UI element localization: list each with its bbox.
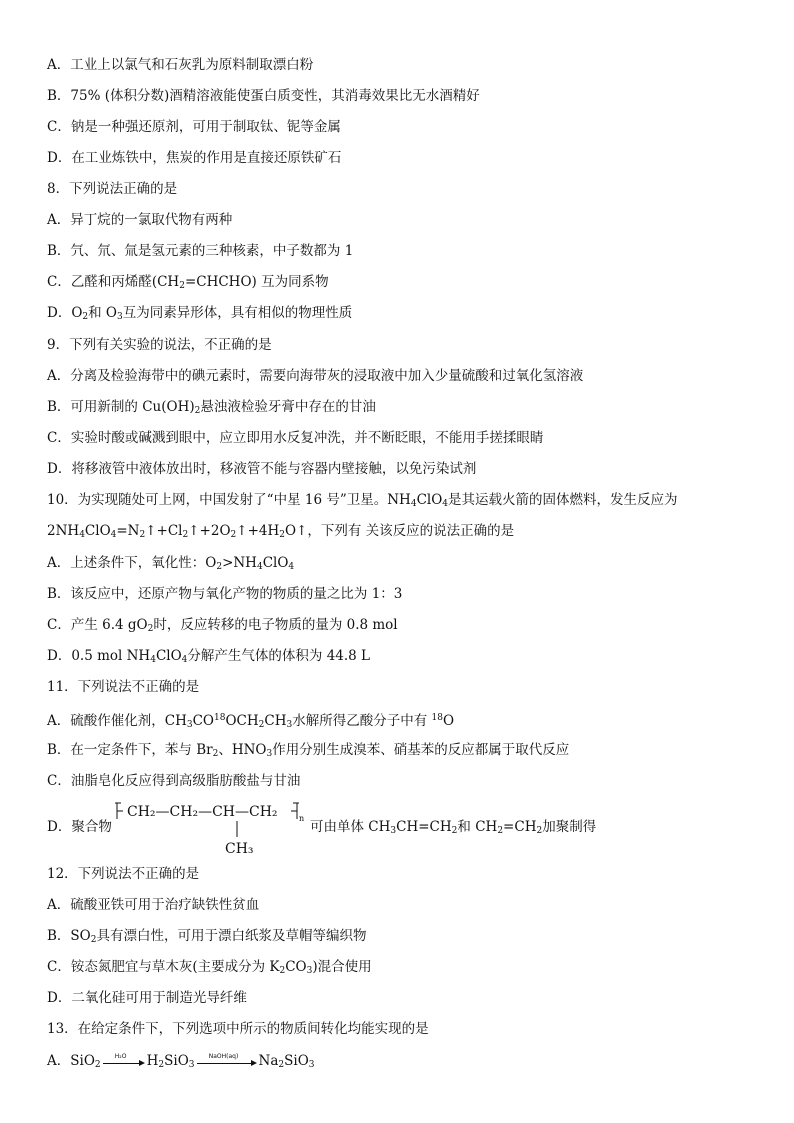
- question-13: 13．在给定条件下，下列选项中所示的物质间转化均能实现的是: [47, 1021, 429, 1037]
- line-31: D．二氧化硅可用于制造光导纤维: [47, 990, 247, 1006]
- polymer-methyl-branch: CH₃: [225, 841, 254, 857]
- line-2: B．75% (体积分数)酒精溶液能使蛋白质变性，其消毒效果比无水酒精好: [47, 88, 480, 104]
- subscript: 2: [158, 1060, 165, 1070]
- line-8: C．乙醛和丙烯醛$(CH_2=CHCHO)$ 互为同系物: [47, 274, 329, 291]
- arrow-label: NaOH(aq): [208, 1052, 239, 1060]
- line-1: A．工业上以氯气和石灰乳为原料制取漂白粉: [47, 57, 314, 73]
- arrow-label: H₂O: [114, 1052, 127, 1060]
- line-28: A．硫酸亚铁可用于治疗缺铁性贫血: [47, 897, 260, 913]
- question-9: 9．下列有关实验的说法，不正确的是: [47, 337, 272, 353]
- question-10: 10．为实现随处可上网，中国发射了“中星 16 号”卫星。$NH_4ClO_4$是其运载火箭的固体燃料，发生反应为: [47, 492, 678, 509]
- line-24: C．油脂皂化反应得到高级脂肪酸盐与甘油: [47, 773, 301, 789]
- line-30: C．铵态氮肥宜与草木灰(主要成分为 $K_2CO_3$)混合使用: [47, 959, 372, 976]
- line-12: B．可用新制的 $Cu(OH)_2$悬浊液检验牙膏中存在的甘油: [47, 399, 376, 416]
- line-9: D．$O_2$和 $O_3$互为同素异形体，具有相似的物理性质: [47, 305, 353, 322]
- line-4: D．在工业炼铁中，焦炭的作用是直接还原铁矿石: [47, 150, 342, 166]
- formula-text: SiO: [284, 1053, 309, 1069]
- subscript: 2: [94, 1060, 101, 1070]
- line-14: D．将移液管中液体放出时，移液管不能与容器内壁接触，以免污染试剂: [47, 461, 477, 477]
- line-17: A．上述条件下，氧化性：$O_2>NH_4ClO_4$: [47, 555, 295, 572]
- line-25-suffix: 可由单体 $CH_3CH=CH_2$和 $CH_2=CH_2$加聚制得: [310, 819, 597, 836]
- bracket-left: [117, 803, 123, 819]
- bracket-right: [291, 803, 297, 819]
- line-19: C．产生 6.4 $gO_2$时，反应转移的电子物质的量为 0.8 mol: [47, 617, 398, 634]
- line-13: C．实验时酸或碱溅到眼中，应立即用水反复冲洗，并不断眨眼，不能用手搓揉眼睛: [47, 430, 544, 446]
- line-16: $2NH_4ClO_4=N_2↑+Cl_2↑+2O_2↑+4H_2O↑$，下列有 关该反应的说法正确的是: [47, 523, 515, 540]
- line-20: D．0.5 mol $NH_4ClO_4$分解产生气体的体积为 44.8 L: [47, 648, 371, 665]
- line-6: A．异丁烷的一氯取代物有两种: [47, 212, 233, 228]
- polymer-structure-diagram: [111, 797, 361, 859]
- question-8: 8．下列说法正确的是: [47, 181, 178, 197]
- arrow-icon: [103, 1052, 145, 1069]
- question-11: 11．下列说法不正确的是: [47, 679, 200, 695]
- subscript: 2: [278, 1060, 285, 1070]
- formula-text: SiO: [164, 1053, 189, 1069]
- polymer-chain: CH₂—CH₂—CH—CH₂: [127, 804, 278, 820]
- polymer-n-subscript: n: [299, 814, 305, 823]
- subscript: 3: [188, 1060, 195, 1070]
- line-18: B．该反应中，还原产物与氧化产物的物质的量之比为 1：3: [47, 586, 403, 602]
- subscript: 3: [308, 1060, 315, 1070]
- line-25-prefix: D．聚合物: [47, 819, 112, 835]
- line-29: B．$SO_2$具有漂白性，可用于漂白纸浆及草帽等编织物: [47, 928, 367, 945]
- line-3: C．钠是一种强还原剂，可用于制取钛、铌等金属: [47, 119, 341, 135]
- arrow-icon: [197, 1052, 257, 1069]
- question-12: 12．下列说法不正确的是: [47, 866, 200, 882]
- formula-text: Na: [258, 1053, 279, 1069]
- line-23: B．在一定条件下，苯与 $Br_2$、$HNO_3$作用分别生成溴苯、硝基苯的反应都属于取代反应: [47, 742, 570, 759]
- line-7: B．氕、氘、氚是氢元素的三种核素，中子数都为 1: [47, 243, 354, 259]
- formula-text: H: [146, 1053, 159, 1069]
- line-11: A．分离及检验海带中的碘元素时，需要向海带灰的浸取液中加入少量硫酸和过氧化氢溶液: [47, 368, 584, 384]
- line-33-conversion: [47, 1052, 315, 1074]
- conversion-prefix: A．SiO: [47, 1053, 95, 1069]
- line-22: A．硫酸作催化剂，$CH_3CO^{18}OCH_2CH_3$水解所得乙酸分子中有 $^{18}$O: [47, 713, 455, 730]
